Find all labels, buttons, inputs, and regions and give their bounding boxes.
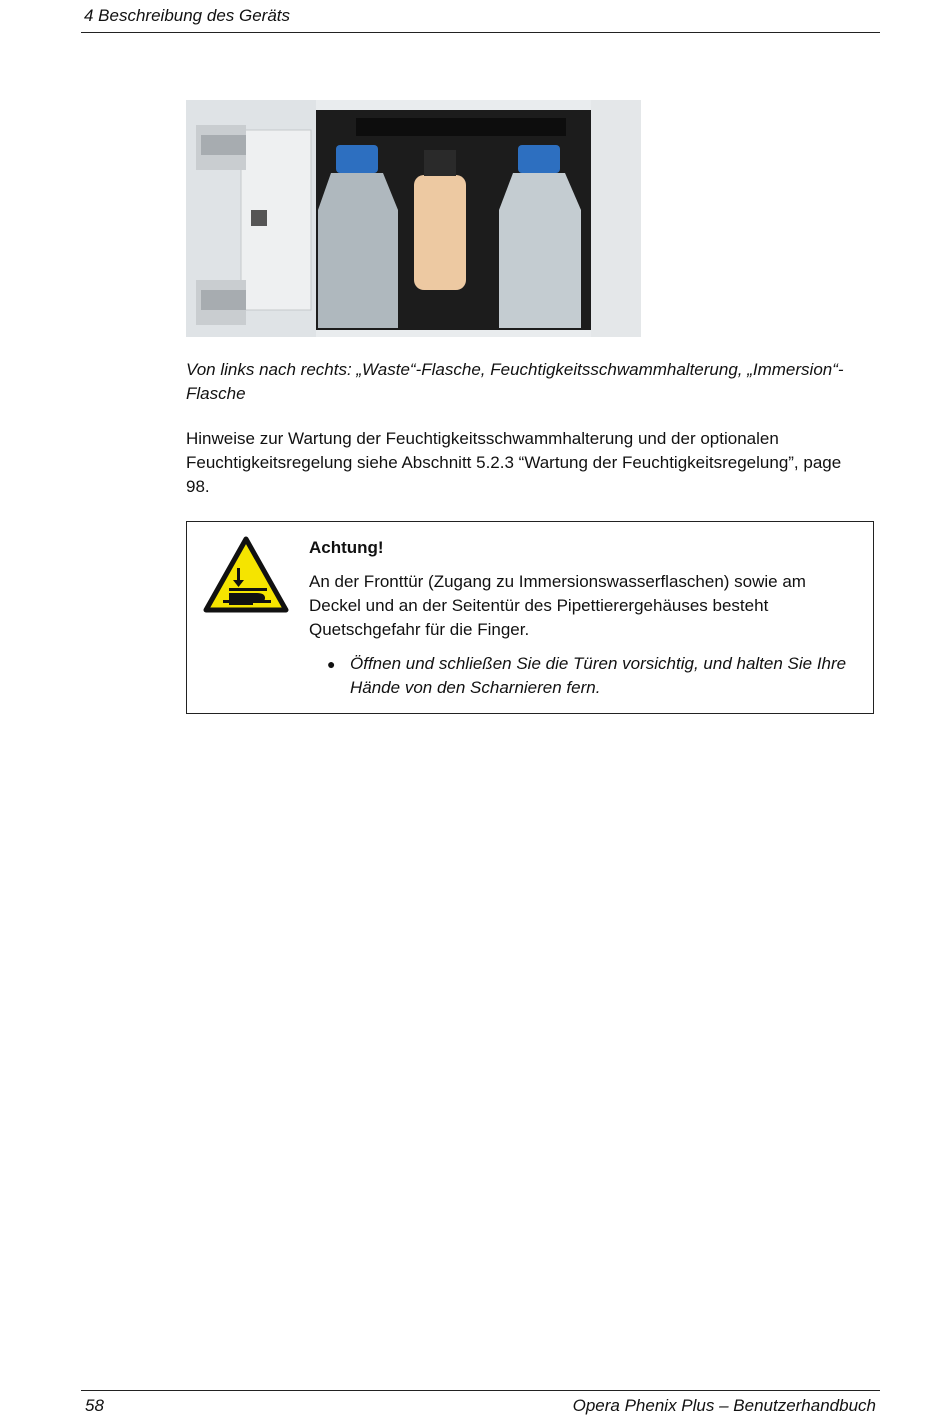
caution-title: Achtung! xyxy=(309,538,384,557)
caution-bullet-item xyxy=(327,652,857,700)
page-number: 58 xyxy=(85,1396,104,1415)
footer-divider xyxy=(81,1390,880,1391)
maintenance-reference-paragraph: Hinweise zur Wartung der Feuchtigkeitsschwammhalterung und der optionalen Feuchtigkeitsregelung siehe Abschnitt 5.2.3 “Wartung der Feuchtigkeitsregelung”, page 98. xyxy=(186,429,842,496)
caution-text: An der Fronttür (Zugang zu Immersionswasserflaschen) sowie am Deckel und an der Seitentür des Pipettierergehäuses besteht Quetschgefahr für die Finger. xyxy=(309,572,806,639)
caution-box xyxy=(186,521,874,714)
figure-caption: Von links nach rechts: „Waste“-Flasche, Feuchtigkeitsschwammhalterung, „Immersion“-Flasche xyxy=(186,360,844,403)
hand-crush-warning-icon xyxy=(203,536,289,614)
bullet-icon: ● xyxy=(327,656,336,672)
caution-bullet-text: Öffnen und schließen Sie die Türen vorsichtig, und halten Sie Ihre Hände von den Scharnieren fern. xyxy=(350,654,847,697)
running-header: 4 Beschreibung des Geräts xyxy=(84,6,291,25)
bottles-photo xyxy=(186,100,641,337)
header-divider xyxy=(81,32,880,33)
manual-title: Opera Phenix Plus – Benutzerhandbuch xyxy=(572,1396,876,1415)
